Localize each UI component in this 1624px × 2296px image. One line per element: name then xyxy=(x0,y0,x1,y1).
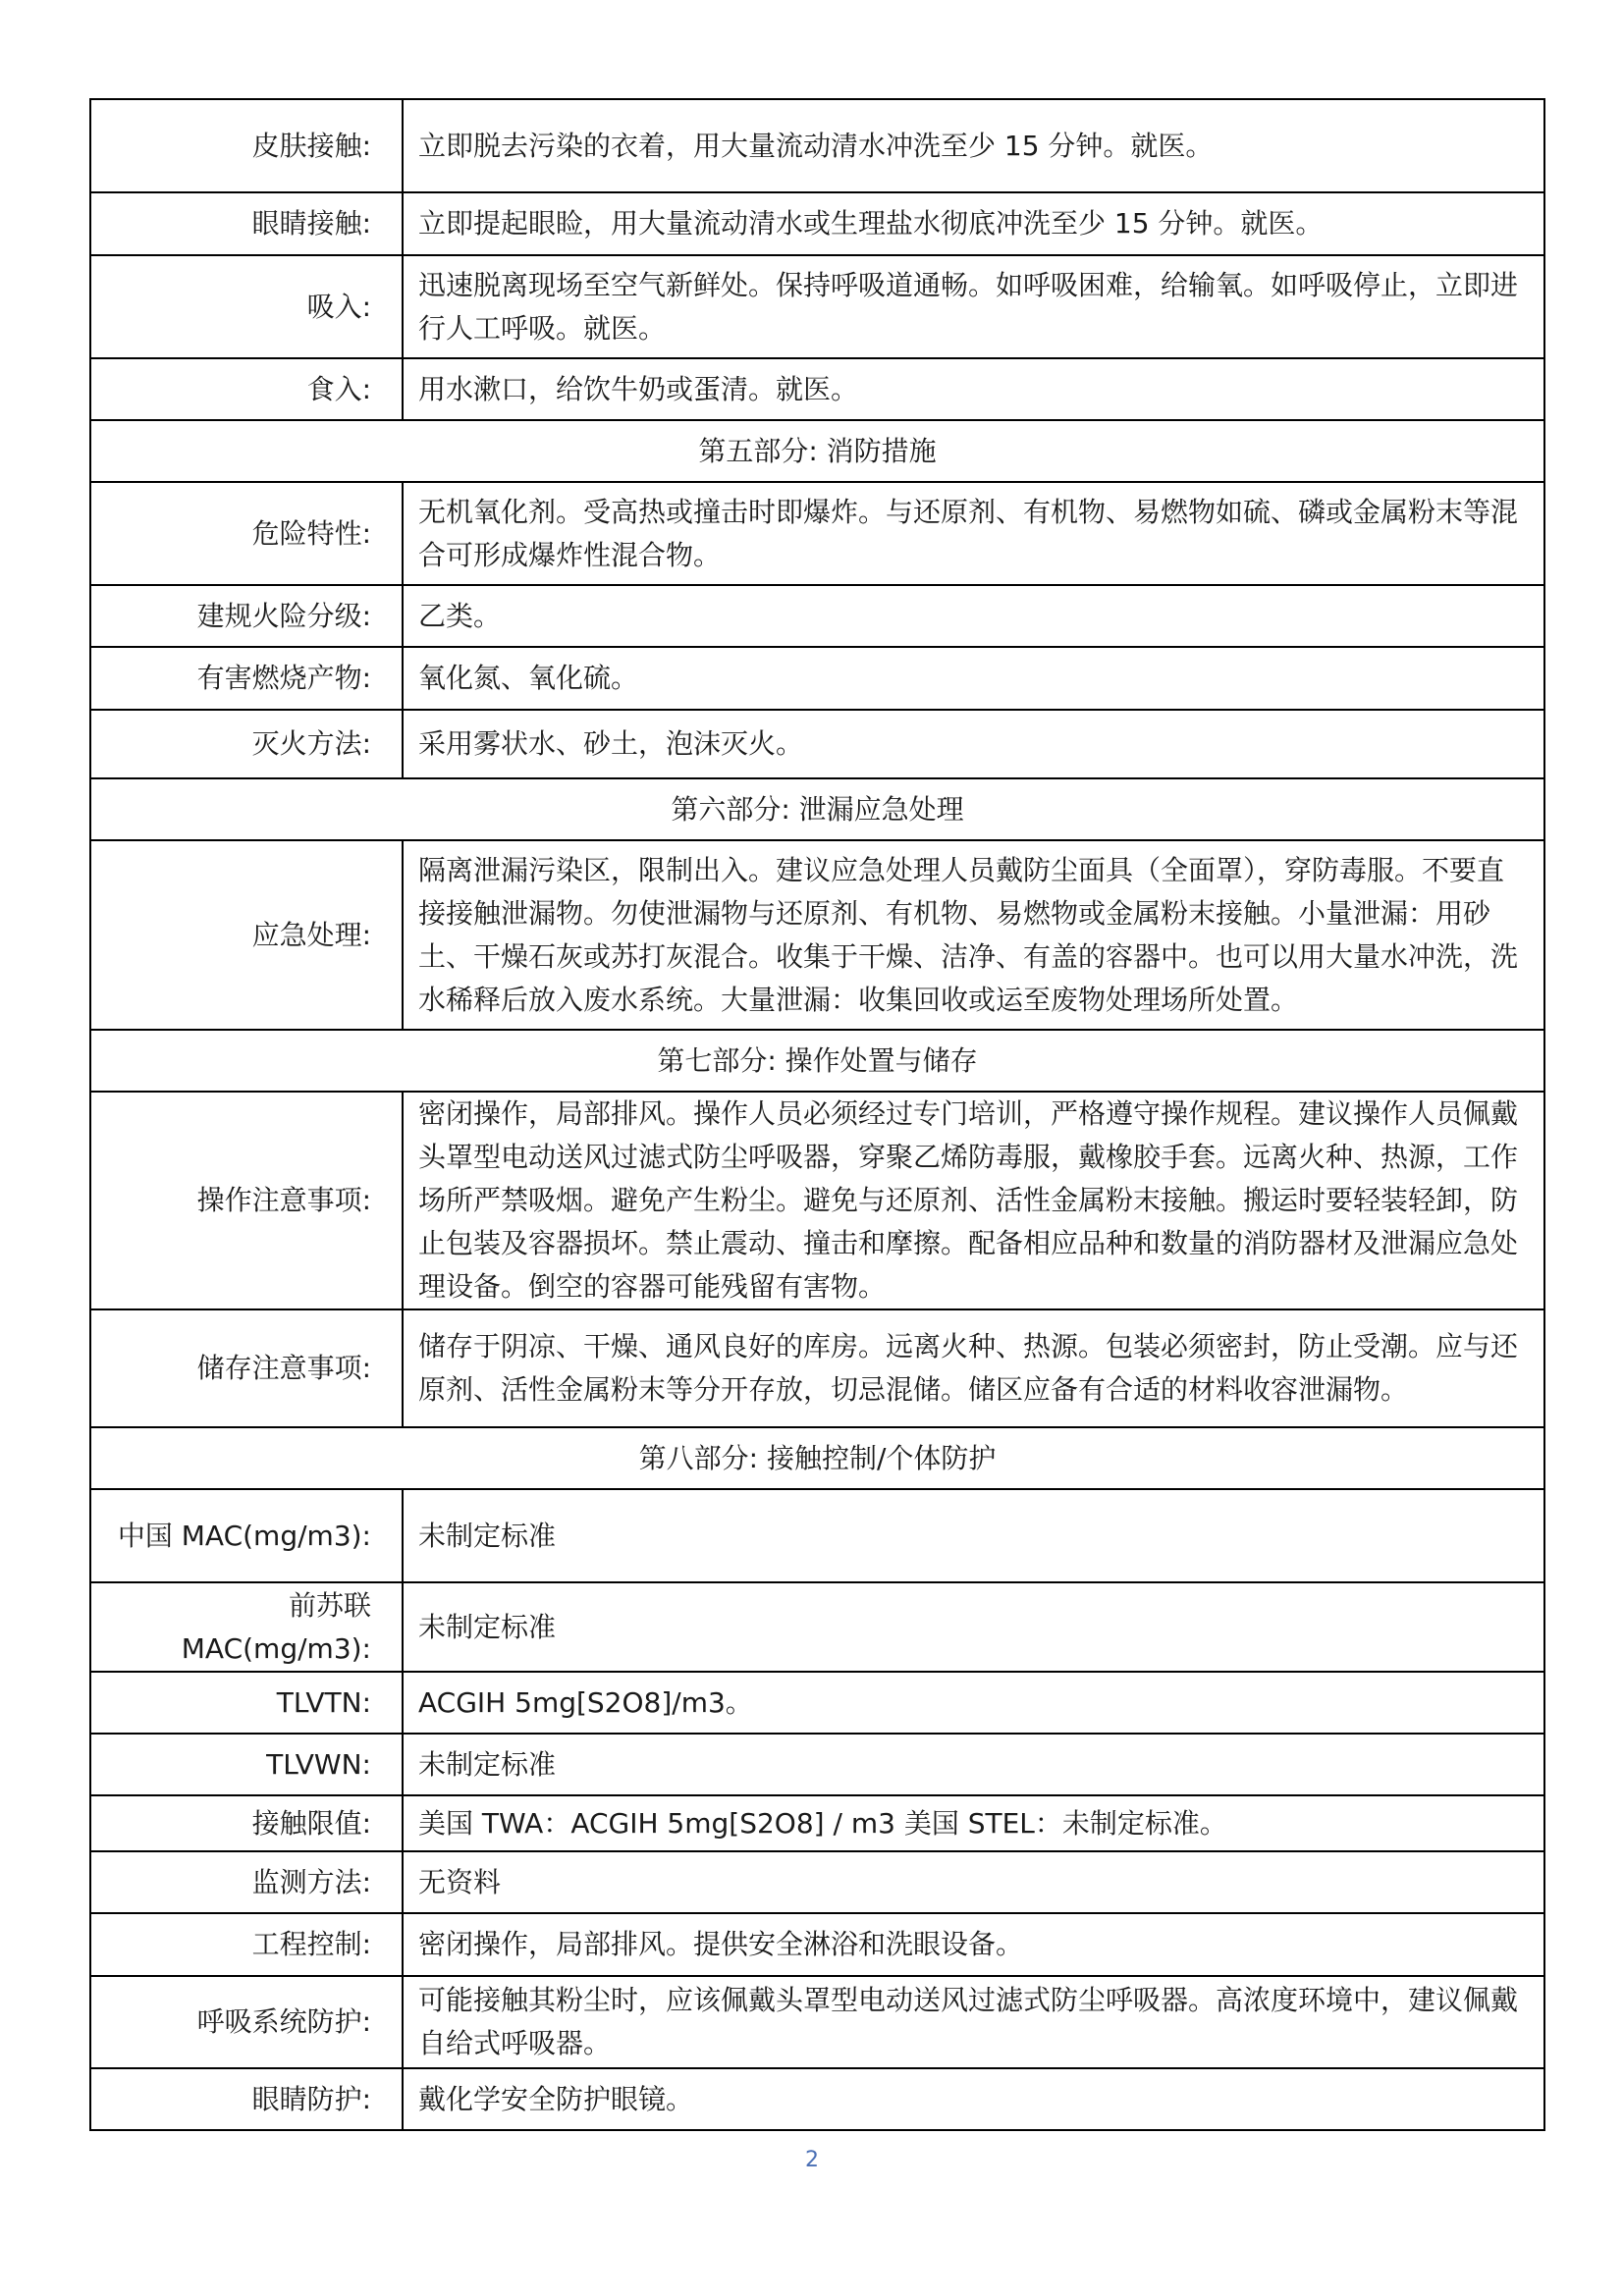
table-row xyxy=(90,1489,1544,1582)
field-label: 储存注意事项: xyxy=(90,1309,403,1427)
field-value: 用水漱口，给饮牛奶或蛋清。就医。 xyxy=(403,358,1544,420)
field-label: TLVTN: xyxy=(90,1672,403,1734)
field-label: 工程控制: xyxy=(90,1913,403,1976)
field-value: 密闭操作，局部排风。操作人员必须经过专门培训，严格遵守操作规程。建议操作人员佩戴头罩型电动送风过滤式防尘呼吸器，穿聚乙烯防毒服，戴橡胶手套。远离火种、热源，工作场所严禁吸烟。避免产生粉尘。避免与还原剂、活性金属粉末接触。搬运时要轻装轻卸，防止包装及容器损坏。禁止震动、撞击和摩擦。配备相应品种和数量的消防器材及泄漏应急处理设备。倒空的容器可能残留有害物。 xyxy=(403,1092,1544,1309)
field-label: 有害燃烧产物: xyxy=(90,647,403,710)
field-value: 立即脱去污染的衣着，用大量流动清水冲洗至少 15 分钟。就医。 xyxy=(403,99,1544,192)
field-label: 皮肤接触: xyxy=(90,99,403,192)
table-row xyxy=(90,1976,1544,2068)
field-label: 中国 MAC(mg/m3): xyxy=(90,1489,403,1582)
field-value: ACGIH 5mg[S2O8]/m3。 xyxy=(403,1672,1544,1734)
field-value: 无资料 xyxy=(403,1851,1544,1913)
section-title: 第六部分: 泄漏应急处理 xyxy=(90,778,1544,840)
field-label: 眼睛防护: xyxy=(90,2068,403,2130)
field-label: TLVWN: xyxy=(90,1734,403,1795)
table-row xyxy=(90,1309,1544,1427)
field-value: 采用雾状水、砂土，泡沫灭火。 xyxy=(403,710,1544,778)
table-row xyxy=(90,1582,1544,1672)
section-title: 第五部分: 消防措施 xyxy=(90,420,1544,482)
field-value: 戴化学安全防护眼镜。 xyxy=(403,2068,1544,2130)
table-row xyxy=(90,255,1544,358)
field-label: 操作注意事项: xyxy=(90,1092,403,1309)
field-label: 前苏联 MAC(mg/m3): xyxy=(90,1582,403,1672)
section-title: 第七部分: 操作处置与储存 xyxy=(90,1030,1544,1092)
field-value: 隔离泄漏污染区，限制出入。建议应急处理人员戴防尘面具（全面罩），穿防毒服。不要直接接触泄漏物。勿使泄漏物与还原剂、有机物、易燃物或金属粉末接触。小量泄漏：用砂土、干燥石灰或苏打灰混合。收集于干燥、洁净、有盖的容器中。也可以用大量水冲洗，洗水稀释后放入废水系统。大量泄漏：收集回收或运至废物处理场所处置。 xyxy=(403,840,1544,1030)
field-value: 可能接触其粉尘时，应该佩戴头罩型电动送风过滤式防尘呼吸器。高浓度环境中，建议佩戴自给式呼吸器。 xyxy=(403,1976,1544,2068)
field-value: 未制定标准 xyxy=(403,1582,1544,1672)
section-header-row xyxy=(90,778,1544,840)
field-value: 储存于阴凉、干燥、通风良好的库房。远离火种、热源。包装必须密封，防止受潮。应与还原剂、活性金属粉末等分开存放，切忌混储。储区应备有合适的材料收容泄漏物。 xyxy=(403,1309,1544,1427)
field-label: 接触限值: xyxy=(90,1795,403,1851)
field-value: 乙类。 xyxy=(403,585,1544,647)
field-value: 立即提起眼睑，用大量流动清水或生理盐水彻底冲洗至少 15 分钟。就医。 xyxy=(403,192,1544,255)
table-row xyxy=(90,1913,1544,1976)
field-value: 美国 TWA：ACGIH 5mg[S2O8] / m3 美国 STEL：未制定标准。 xyxy=(403,1795,1544,1851)
field-value: 无机氧化剂。受高热或撞击时即爆炸。与还原剂、有机物、易燃物如硫、磷或金属粉末等混合可形成爆炸性混合物。 xyxy=(403,482,1544,585)
sds-table xyxy=(89,98,1545,2131)
table-row xyxy=(90,192,1544,255)
section-header-row xyxy=(90,420,1544,482)
table-row xyxy=(90,710,1544,778)
field-label: 眼睛接触: xyxy=(90,192,403,255)
table-row xyxy=(90,1092,1544,1309)
section-header-row xyxy=(90,1427,1544,1489)
field-label: 吸入: xyxy=(90,255,403,358)
table-row xyxy=(90,840,1544,1030)
table-row xyxy=(90,358,1544,420)
field-label: 危险特性: xyxy=(90,482,403,585)
field-label: 食入: xyxy=(90,358,403,420)
table-row xyxy=(90,1672,1544,1734)
section-title: 第八部分: 接触控制/个体防护 xyxy=(90,1427,1544,1489)
table-row xyxy=(90,482,1544,585)
section-header-row xyxy=(90,1030,1544,1092)
table-row xyxy=(90,1795,1544,1851)
field-label: 呼吸系统防护: xyxy=(90,1976,403,2068)
table-row xyxy=(90,585,1544,647)
field-value: 氧化氮、氧化硫。 xyxy=(403,647,1544,710)
field-label: 应急处理: xyxy=(90,840,403,1030)
table-row xyxy=(90,1734,1544,1795)
field-label: 灭火方法: xyxy=(90,710,403,778)
field-label: 监测方法: xyxy=(90,1851,403,1913)
table-row xyxy=(90,647,1544,710)
field-label: 建规火险分级: xyxy=(90,585,403,647)
sds-page xyxy=(89,98,1545,2131)
field-value: 迅速脱离现场至空气新鲜处。保持呼吸道通畅。如呼吸困难，给输氧。如呼吸停止，立即进行人工呼吸。就医。 xyxy=(403,255,1544,358)
field-value: 未制定标准 xyxy=(403,1734,1544,1795)
table-row xyxy=(90,99,1544,192)
table-row xyxy=(90,2068,1544,2130)
field-value: 密闭操作，局部排风。提供安全淋浴和洗眼设备。 xyxy=(403,1913,1544,1976)
field-value: 未制定标准 xyxy=(403,1489,1544,1582)
table-row xyxy=(90,1851,1544,1913)
page-number: 2 xyxy=(805,2148,819,2172)
